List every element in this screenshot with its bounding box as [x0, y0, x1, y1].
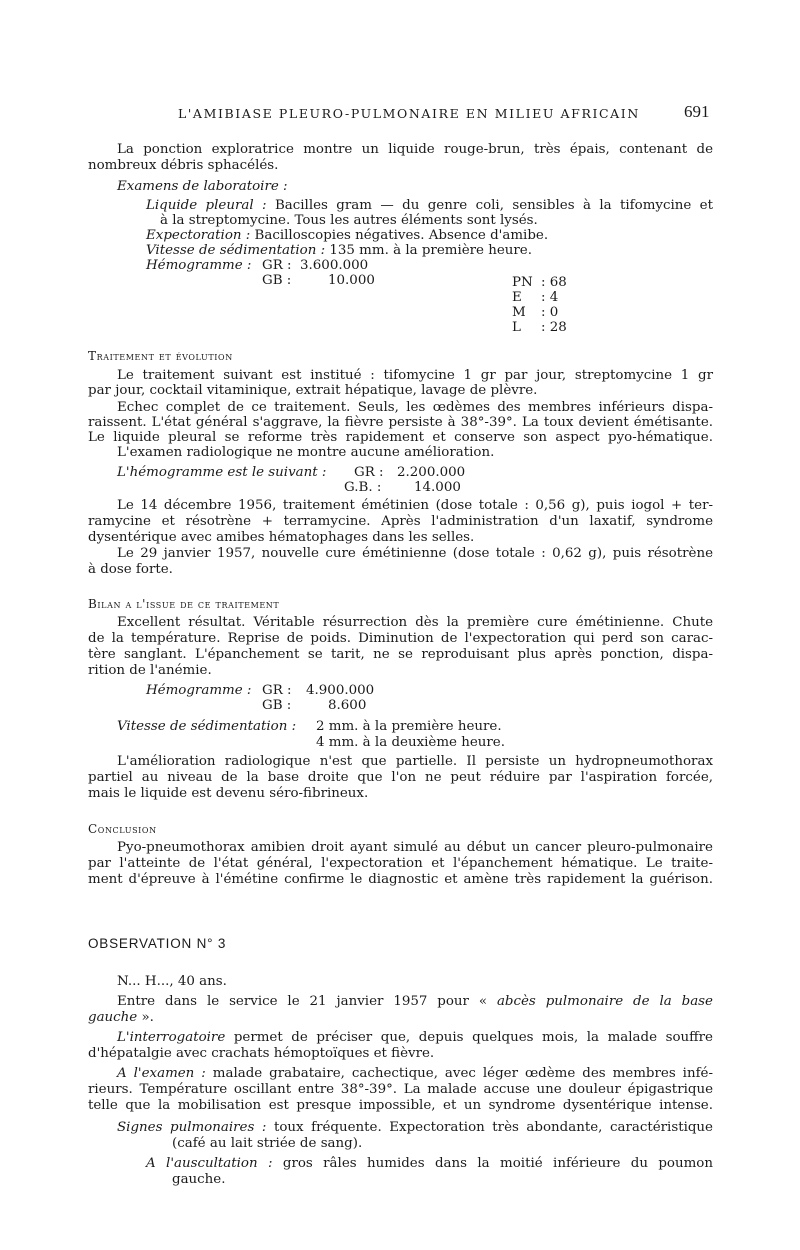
paragraph-line: La ponction exploratrice montre un liquide rouge-brun, très épais, contenant de [117, 142, 713, 157]
paragraph-line: ment d'épreuve à l'émétine confirme le diagnostic et amène très rapidement la guérison. [88, 872, 713, 887]
lab-gb-value: 10.000 [328, 273, 375, 288]
lab-expectoration-line [146, 228, 548, 244]
examination-line [117, 1066, 713, 1082]
formula-value: : 28 [541, 320, 567, 335]
observation-heading: OBSERVATION N° 3 [88, 936, 227, 951]
paragraph-line: nombreux débris sphacélés. [88, 158, 279, 173]
paragraph-line: Echec complet de ce traitement. Seuls, les œdèmes des membres inférieurs dispa- [117, 400, 713, 415]
paragraph-line: dysentérique avec amibes hématophages dans les selles. [88, 530, 475, 545]
admission-suffix: ». [137, 1010, 154, 1025]
lab-sedimentation-label: Vitesse de sédimentation : [146, 243, 326, 258]
lab-pleural-label: Liquide pleural : [146, 198, 267, 213]
pulmonary-signs-line-2: (café au lait striée de sang). [172, 1136, 363, 1151]
patient-line: N... H..., 40 ans. [117, 974, 227, 989]
section-heading-conclusion: Conclusion [88, 822, 157, 836]
running-title: L'AMIBIASE PLEURO-PULMONAIRE EN MILIEU AFRICAIN [178, 106, 640, 121]
results-gb-value: 8.600 [328, 698, 367, 713]
pulmonary-signs-text: toux fréquente. Expectoration très abondante, caractéristique [266, 1120, 713, 1135]
admission-diagnosis: abcès pulmonaire de la base [496, 994, 713, 1009]
lab-gb-label: GB : [262, 273, 292, 288]
auscultation-line-2: gauche. [172, 1172, 226, 1187]
paragraph-line: tère sanglant. L'épanchement se tarit, ne se reproduisant plus après ponction, dispa- [88, 647, 713, 662]
formula-key: L [512, 320, 521, 335]
lab-pleural-text: Bacilles gram — du genre coli, sensibles à la tifomycine et [274, 198, 713, 213]
paragraph-line: par l'atteinte de l'état général, l'expectoration et l'épanchement hématique. Le traite- [88, 856, 713, 871]
results-gr-label: GR : [262, 683, 292, 698]
paragraph-line: L'examen radiologique ne montre aucune amélioration. [117, 445, 495, 460]
results-gr-value: 4.900.000 [306, 683, 375, 698]
treatment-gr-value: 2.200.000 [397, 465, 466, 480]
paragraph-line: Le 14 décembre 1956, traitement émétinien (dose totale : 0,56 g), puis iogol + ter- [117, 498, 713, 513]
formula-value: : 68 [541, 275, 567, 290]
results-gb-label: GB : [262, 698, 292, 713]
examination-line-2: rieurs. Température oscillant entre 38°-39°. La malade accuse une douleur épigastrique [88, 1082, 713, 1097]
interrogatory-text: permet de préciser que, depuis quelques mois, la malade souffre [225, 1030, 713, 1045]
lab-sedimentation-line [146, 243, 532, 259]
paragraph-line: Excellent résultat. Véritable résurrection dès la première cure émétinienne. Chute [117, 615, 713, 630]
formula-key: M [512, 305, 526, 320]
auscultation-line [146, 1156, 713, 1172]
admission-line [117, 994, 713, 1010]
paragraph-line: de la température. Reprise de poids. Diminution de l'expectoration qui perd son carac- [88, 631, 713, 646]
examination-label: A l'examen : [117, 1066, 206, 1081]
section-heading-results: Bilan a l'issue de ce traitement [88, 597, 280, 611]
page-number: 691 [684, 102, 710, 121]
admission-prefix: Entre dans le service le 21 janvier 1957 pour « [117, 994, 488, 1009]
paragraph-line: Le 29 janvier 1957, nouvelle cure émétinienne (dose totale : 0,62 g), puis résotrène [117, 546, 713, 561]
admission-diagnosis-end: gauche [88, 1010, 138, 1025]
treatment-gr-label: GR : [354, 465, 384, 480]
lab-sedimentation-text: 135 mm. à la première heure. [329, 243, 532, 258]
paragraph-line: rition de l'anémie. [88, 663, 212, 678]
pulmonary-signs-line [117, 1120, 713, 1136]
auscultation-text: gros râles humides dans la moitié inférieure du poumon [272, 1156, 713, 1171]
interrogatory-line [117, 1030, 713, 1046]
section-heading-treatment: Traitement et évolution [88, 349, 233, 363]
paragraph-line: partiel au niveau de la base droite que l'on ne peut réduire par l'aspiration forcée, [88, 770, 713, 785]
results-sedimentation-label: Vitesse de sédimentation : [117, 719, 297, 734]
treatment-hemogram-label: L'hémogramme est le suivant : [117, 465, 327, 480]
results-sedimentation-1: 2 mm. à la première heure. [316, 719, 502, 734]
paragraph-line: par jour, cocktail vitaminique, extrait hépatique, lavage de plèvre. [88, 383, 538, 398]
lab-exams-title: Examens de laboratoire : [117, 179, 288, 194]
formula-value: : 4 [541, 290, 559, 305]
results-sedimentation-2: 4 mm. à la deuxième heure. [316, 735, 505, 750]
lab-hemogram-label: Hémogramme : [146, 258, 252, 273]
paragraph-line: L'amélioration radiologique n'est que partielle. Il persiste un hydropneumothorax [117, 754, 713, 769]
lab-expectoration-text: Bacilloscopies négatives. Absence d'amibe. [254, 228, 549, 243]
admission-line-2 [88, 1010, 154, 1026]
interrogatory-label: L'interrogatoire [117, 1030, 226, 1045]
lab-expectoration-label: Expectoration : [146, 228, 251, 243]
auscultation-label: A l'auscultation : [146, 1156, 273, 1171]
paragraph-line: ramycine et résotrène + terramycine. Après l'administration d'un laxatif, syndrome [88, 514, 713, 529]
paragraph-line: à dose forte. [88, 562, 173, 577]
paragraph-line: Le traitement suivant est institué : tifomycine 1 gr par jour, streptomycine 1 gr [117, 368, 713, 383]
pulmonary-signs-label: Signes pulmonaires : [117, 1120, 267, 1135]
paragraph-line: Le liquide pleural se reforme très rapidement et conserve son aspect pyo-hématique. [88, 430, 713, 445]
formula-value: : 0 [541, 305, 559, 320]
paragraph-line: mais le liquide est devenu séro-fibrineux. [88, 786, 369, 801]
examination-text: malade grabataire, cachectique, avec léger œdème des membres infé- [205, 1066, 713, 1081]
treatment-gb-label: G.B. : [344, 480, 382, 495]
results-hemogram-label: Hémogramme : [146, 683, 252, 698]
lab-gr-value: 3.600.000 [300, 258, 369, 273]
lab-pleural-line-2: à la streptomycine. Tous les autres éléments sont lysés. [160, 213, 538, 228]
formula-key: E [512, 290, 522, 305]
interrogatory-line-2: d'hépatalgie avec crachats hémoptoïques et fièvre. [88, 1046, 435, 1061]
formula-key: PN [512, 275, 533, 290]
treatment-gb-value: 14.000 [414, 480, 461, 495]
paragraph-line: raissent. L'état général s'aggrave, la fièvre persiste à 38°-39°. La toux devient émétisante. [88, 415, 713, 430]
examination-line-3: telle que la mobilisation est presque impossible, et un syndrome dysentérique intense. [88, 1098, 713, 1113]
lab-gr-label: GR : [262, 258, 292, 273]
lab-pleural-line [146, 198, 713, 214]
paragraph-line: Pyo-pneumothorax amibien droit ayant simulé au début un cancer pleuro-pulmonaire [117, 840, 713, 855]
